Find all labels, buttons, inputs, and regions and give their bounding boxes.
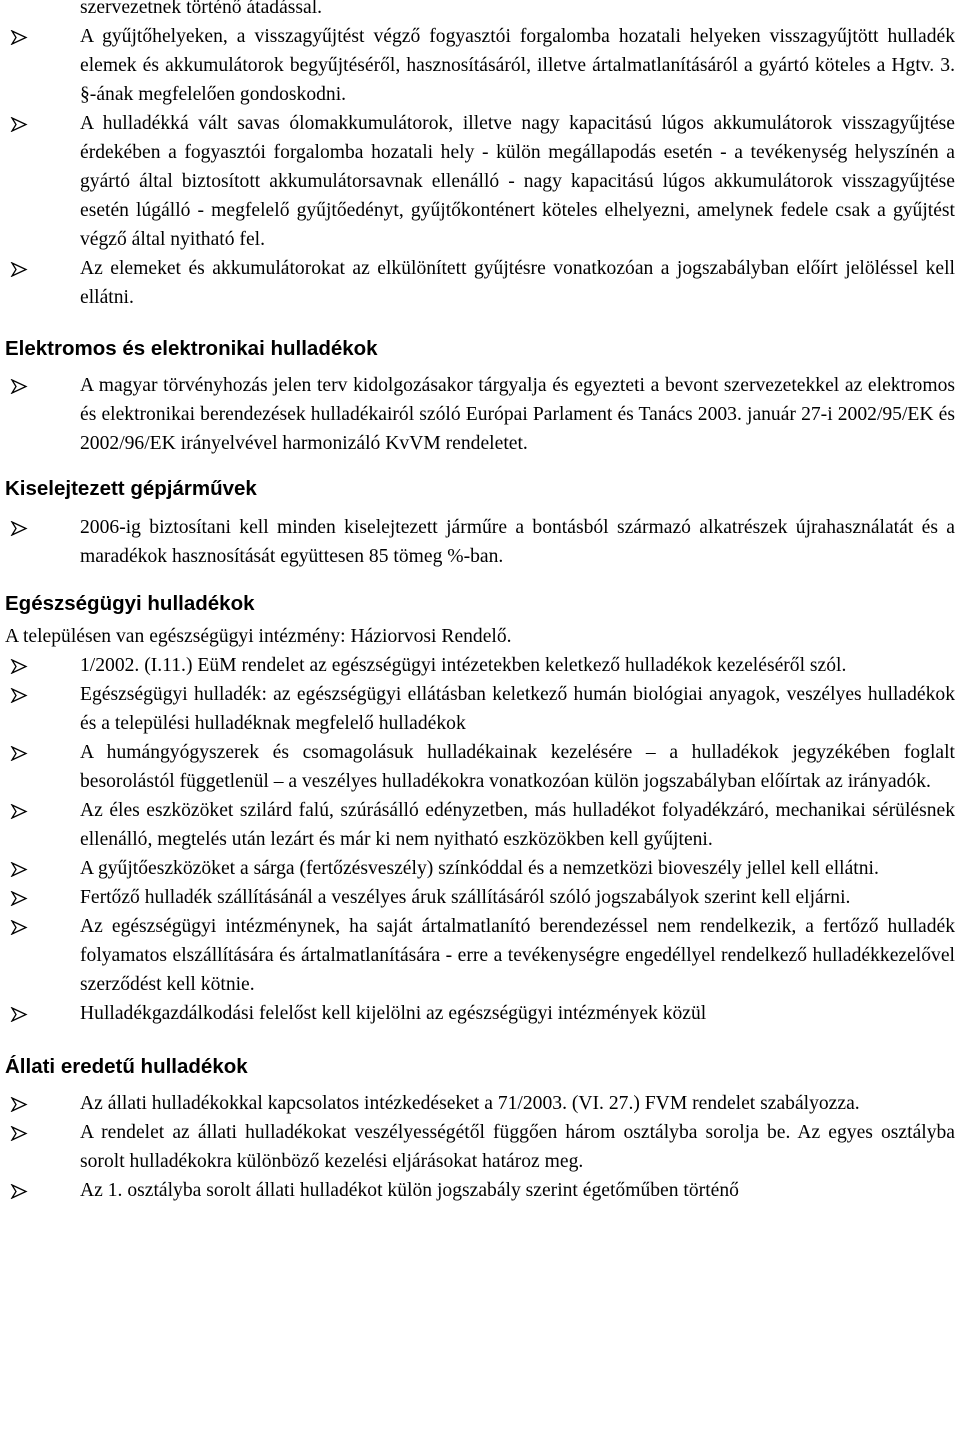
list-item-text: A magyar törvényhozás jelen terv kidolgozásakor tárgyalja és egyezteti a bevont szervezetekkel az elektromos és elektronikai berendezések hulladékairól szóló Európai Parlament és Tanács 2003. január 27-i 2002/95/EK és 2002/96/EK irányelvével harmonizáló KvVM rendeletet. [80, 375, 955, 454]
list-item-text: Egészségügyi hulladék: az egészségügyi ellátásban keletkező humán biológiai anyagok, veszélyes hulladékok és a települési hulladéknak megfelelő hulladékok [80, 684, 955, 734]
section-heading-animal: Állati eredetű hulladékok [5, 1055, 248, 1078]
health-bullet-list [0, 651, 960, 1028]
list-item-text: A hulladékká vált savas ólomakkumulátorok, illetve nagy kapacitású lúgos akkumulátorok visszagyűjtése érdekében a fogyasztói forgalomba hozatali hely - külön megállapodás esetén - a tevékenység helyszínén a gyártó által biztosított akkumulátorsavnak ellenálló - nagy kapacitású lúgos akkumulátorok visszagyűjtése esetén lúgálló - megfelelő gyűjtőedényt, gyűjtőkonténert köteles elhelyezni, amelynek fedele csak a gyűjtést végző által nyitható fel. [80, 113, 955, 250]
arrowhead-bullet-icon [10, 1007, 28, 1022]
continuation-line: szervezetnek történő átadással. [80, 0, 323, 18]
list-item [0, 513, 960, 571]
arrowhead-bullet-icon [10, 1184, 28, 1199]
arrowhead-bullet-icon [10, 379, 28, 394]
section-heading-health: Egészségügyi hulladékok [5, 592, 255, 615]
list-item [0, 254, 960, 312]
arrowhead-bullet-icon [10, 862, 28, 877]
list-item-text: Az egészségügyi intézménynek, ha saját ártalmatlanító berendezéssel nem rendelkezik, a fertőző hulladék folyamatos elszállítására és ártalmatlanítására - erre a tevékenységre engedéllyel rendelkező hulladékkezelővel szerződést kell kötnie. [80, 916, 955, 995]
health-intro: A településen van egészségügyi intézmény: Háziorvosi Rendelő. [5, 626, 512, 647]
arrowhead-bullet-icon [10, 1126, 28, 1141]
list-item-text: Az 1. osztályba sorolt állati hulladékot külön jogszabály szerint égetőműben történő [80, 1180, 739, 1201]
arrowhead-bullet-icon [10, 117, 28, 132]
list-item [0, 796, 960, 854]
list-item [0, 999, 960, 1028]
list-item-text: A rendelet az állati hulladékokat veszélyességétől függően három osztályba sorolja be. Az egyes osztályba sorolt hulladékokra különböző kezelési eljárásokat határoz meg. [80, 1122, 955, 1172]
list-item [0, 1176, 960, 1205]
list-item-text: Hulladékgazdálkodási felelőst kell kijelölni az egészségügyi intézmények közül [80, 1003, 707, 1024]
arrowhead-bullet-icon [10, 659, 28, 674]
section-heading-electronic: Elektromos és elektronikai hulladékok [5, 337, 378, 360]
list-item [0, 651, 960, 680]
arrowhead-bullet-icon [10, 804, 28, 819]
battery-bullet-list [0, 22, 960, 312]
list-item-text: 2006-ig biztosítani kell minden kiselejtezett járműre a bontásból származó alkatrészek újrahasználatát és a maradékok hasznosítását együttesen 85 tömeg %-ban. [80, 517, 955, 567]
list-item-text: A gyűjtőhelyeken, a visszagyűjtést végző fogyasztói forgalomba hozatali helyeken visszagyűjtött hulladék elemek és akkumulátorok begyűjtéséről, hasznosításáról, illetve ártalmatlanításáról a gyártó köteles a Hgtv. 3. §-ának megfelelően gondoskodni. [80, 26, 955, 105]
arrowhead-bullet-icon [10, 30, 28, 45]
section-heading-vehicles: Kiselejtezett gépjárművek [5, 477, 257, 500]
list-item-text: Az állati hulladékokkal kapcsolatos intézkedéseket a 71/2003. (VI. 27.) FVM rendelet szabályozza. [80, 1093, 860, 1114]
list-item-text: Az elemeket és akkumulátorokat az elkülönített gyűjtésre vonatkozóan a jogszabályban előírt jelöléssel kell ellátni. [80, 258, 955, 308]
arrowhead-bullet-icon [10, 262, 28, 277]
arrowhead-bullet-icon [10, 688, 28, 703]
list-item [0, 883, 960, 912]
arrowhead-bullet-icon [10, 920, 28, 935]
list-item [0, 1118, 960, 1176]
arrowhead-bullet-icon [10, 746, 28, 761]
electronic-bullet-list [0, 371, 960, 458]
vehicles-bullet-list [0, 513, 960, 571]
arrowhead-bullet-icon [10, 521, 28, 536]
list-item-text: Fertőző hulladék szállításánál a veszélyes áruk szállításáról szóló jogszabályok szerint kell eljárni. [80, 887, 851, 908]
list-item [0, 680, 960, 738]
list-item [0, 371, 960, 458]
list-item [0, 1089, 960, 1118]
animal-bullet-list [0, 1089, 960, 1205]
list-item [0, 738, 960, 796]
list-item-text: Az éles eszközöket szilárd falú, szúrásálló edényzetben, más hulladékot folyadékzáró, mechanikai sérülésnek ellenálló, megtelés után lezárt és már ki nem nyitható eszközökben kell gyűjteni. [80, 800, 955, 850]
list-item [0, 109, 960, 254]
arrowhead-bullet-icon [10, 1097, 28, 1112]
list-item [0, 22, 960, 109]
list-item-text: A humángyógyszerek és csomagolásuk hulladékainak kezelésére – a hulladékok jegyzékében foglalt besorolástól függetlenül – a veszélyes hulladékokra vonatkozóan külön jogszabályban előírtak az irányadók. [80, 742, 955, 792]
arrowhead-bullet-icon [10, 891, 28, 906]
list-item [0, 912, 960, 999]
list-item-text: A gyűjtőeszközöket a sárga (fertőzésveszély) színkóddal és a nemzetközi bioveszély jellel kell ellátni. [80, 858, 879, 879]
list-item [0, 854, 960, 883]
list-item-text: 1/2002. (I.11.) EüM rendelet az egészségügyi intézetekben keletkező hulladékok kezeléséről szól. [80, 655, 847, 676]
